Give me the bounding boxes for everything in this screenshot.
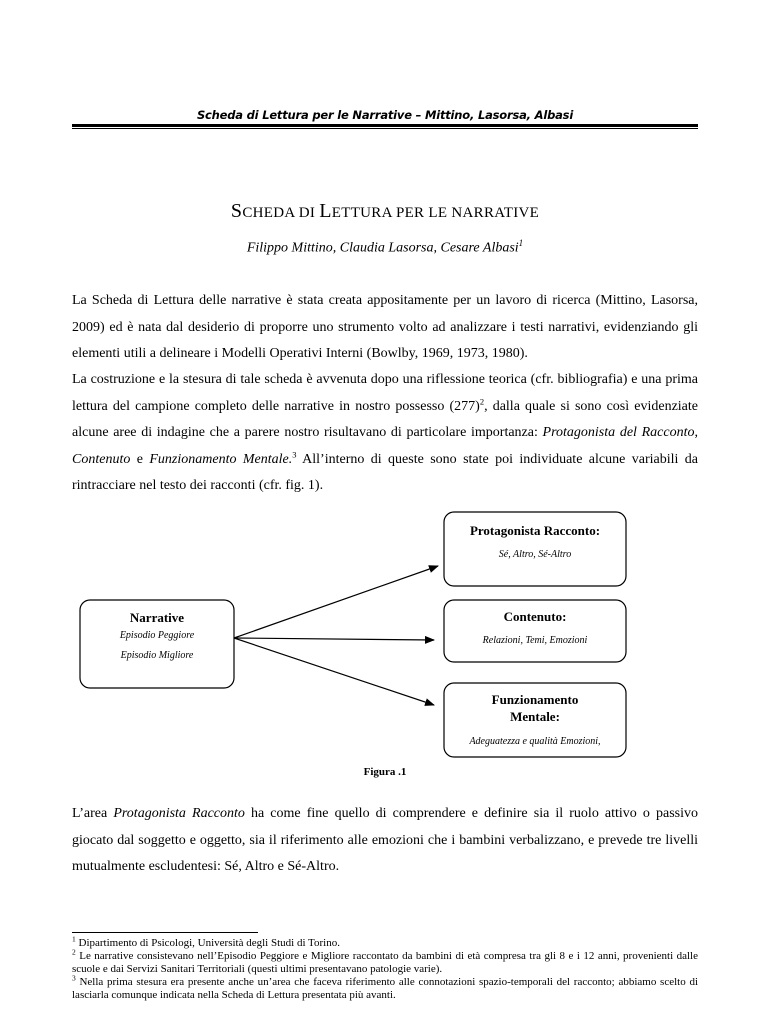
title-cap-1: S (230, 200, 243, 222)
paragraph-1-text: La Scheda di Lettura delle narrative è stata creata appositamente per un lavoro di ricerca (Mittino, Lasorsa, 2009) ed è nata dal desiderio di proporre uno strumento volto ad analizzare i testi narrativi, evidenziando gli elementi utili a delineare i Modelli Operativi Interni (Bowlby, 1969, 1973, 1980). (72, 293, 698, 361)
header-rule-thin (72, 128, 698, 129)
authors-names: Filippo Mittino, Claudia Lasorsa, Cesare Albasi (246, 240, 519, 256)
p2-footnote-mark-2: 2 (479, 395, 485, 406)
p2-italic-contenuto: Contenuto (72, 451, 131, 467)
footnote-separator (72, 932, 258, 933)
narrative-box-title: Narrative (129, 610, 185, 625)
authors-line (72, 238, 698, 257)
p2-text-c: All’interno di queste sono state poi individuate alcune variabili da rintracciare nel testo dei racconti (cfr. fig. 1). (72, 451, 699, 493)
contenuto-box-subtitle: Relazioni, Temi, Emozioni (482, 635, 588, 646)
footnote-1 (72, 934, 698, 950)
footnotes (72, 934, 698, 1002)
document-title (72, 200, 698, 223)
arrow-to-contenuto (234, 638, 434, 640)
title-cap-2: L (319, 200, 332, 222)
footnote-2 (72, 947, 698, 976)
p2-footnote-mark-3: 3 (292, 448, 297, 459)
arrow-to-protagonista (234, 566, 438, 638)
footnote-1-mark: 1 (72, 934, 76, 944)
paragraph-3 (72, 801, 698, 881)
p3-text-a: L’area (72, 806, 114, 821)
p2-italic-protagonista: Protagonista del Racconto (542, 425, 695, 440)
paragraph-2 (72, 367, 698, 500)
header-rule-thick (72, 124, 698, 127)
contenuto-box-title: Contenuto: (503, 609, 567, 624)
figure-1-diagram (72, 500, 698, 762)
paragraph-1 (72, 288, 698, 368)
title-rest-2: ETTURA PER LE NARRATIVE (331, 205, 540, 221)
figure-caption: Figura .1 (363, 766, 407, 778)
p2-sep-1: , (694, 425, 698, 440)
footnote-3-mark: 3 (72, 973, 76, 983)
protagonista-box-title: Protagonista Racconto: (469, 523, 601, 538)
protagonista-box-subtitle: Sé, Altro, Sé-Altro (498, 549, 572, 560)
funzionamento-box-title-line-1: Funzionamento (491, 692, 579, 707)
funzionamento-box-subtitle: Adeguatezza e qualità Emozioni, (469, 736, 601, 747)
footnote-1-text: Dipartimento di Psicologi, Università degli Studi di Torino. (75, 937, 340, 949)
footnote-2-text: Le narrative consistevano nell’Episodio Peggiore e Migliore raccontato da bambini di età compresa tra gli 8 e i 12 anni, provenienti dalle scuole e dai Servizi Sanitari Territoriali (questi ultimi presentavano patologie varie). (72, 950, 698, 975)
funzionamento-box-title-line-2: Mentale: (510, 709, 560, 724)
p3-text-b: ha come fine quello di comprendere e definire sia il ruolo attivo o passivo giocato dal soggetto e oggetto, sia il riferimento alle emozioni che i bambini verbalizzano, e prevede tre livelli mutualmente escludentesi: Sé, Altro e Sé-Altro. (72, 806, 698, 874)
authors-footnote-mark: 1 (518, 238, 524, 248)
p3-italic-protagonista: Protagonista Racconto (113, 806, 245, 821)
p2-text-a: La costruzione e la stesura di tale scheda è avvenuta dopo una riflessione teorica (cfr. bibliografia) e una prima lettura del campione completo delle narrative in nostro possesso (277) (72, 372, 698, 414)
p2-sep-2: e (130, 451, 150, 467)
p2-text-b: , dalla quale si sono così evidenziate alcune aree di indagine che a parere nostro risultavano di particolare importanza: (72, 398, 698, 440)
running-header: Scheda di Lettura per le Narrative – Mittino, Lasorsa, Albasi (196, 108, 574, 122)
p2-italic-funzionamento: Funzionamento Mentale. (149, 451, 293, 467)
narrative-box-line-1: Episodio Peggiore (119, 630, 195, 641)
narrative-box-line-2: Episodio Migliore (120, 650, 194, 661)
arrow-to-funzionamento (234, 638, 434, 705)
title-rest-1: CHEDA DI (242, 205, 320, 221)
footnote-3 (72, 973, 698, 1002)
footnote-3-text: Nella prima stesura era presente anche un’area che faceva riferimento alle connotazioni spazio-temporali del racconto; abbiamo scelto di lasciarla comunque indicata nella Scheda di Lettura presentata più avanti. (72, 976, 698, 1001)
footnote-2-mark: 2 (72, 947, 76, 957)
